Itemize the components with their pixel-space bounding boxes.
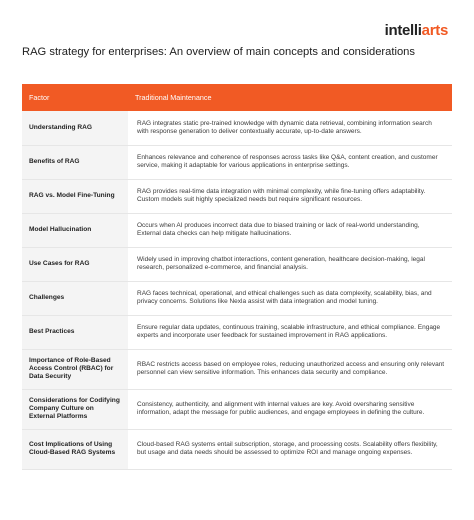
description-cell: RBAC restricts access based on employee roles, reducing unauthorized access and ensuring only relevant personnel can view sensitive information. This enhances data security and compliance. — [128, 349, 452, 389]
table-row — [22, 179, 452, 213]
factor-cell: Considerations for Codifying Company Culture on External Platforms — [22, 389, 128, 429]
table-row — [22, 247, 452, 281]
factor-cell: Cost Implications of Using Cloud-Based RAG Systems — [22, 429, 128, 469]
factor-cell: RAG vs. Model Fine-Tuning — [22, 179, 128, 213]
table-header-row — [22, 84, 452, 111]
page-title: RAG strategy for enterprises: An overview of main concepts and considerations — [22, 46, 415, 58]
table-row — [22, 281, 452, 315]
brand-logo — [385, 22, 448, 39]
rag-strategy-table — [22, 84, 452, 470]
factor-cell: Importance of Role-Based Access Control (RBAC) for Data Security — [22, 349, 128, 389]
description-cell: RAG provides real-time data integration with minimal complexity, while fine-tuning offers adaptability. Custom models suit highly specialized needs but require significant resources. — [128, 179, 452, 213]
factor-cell: Challenges — [22, 281, 128, 315]
factor-cell: Understanding RAG — [22, 111, 128, 145]
table-row — [22, 111, 452, 145]
table-row — [22, 349, 452, 389]
description-cell: Cloud-based RAG systems entail subscription, storage, and processing costs. Scalability offers flexibility, but usage and data needs should be assessed to optimize ROI and manage ongoing expenses. — [128, 429, 452, 469]
table-row — [22, 213, 452, 247]
column-header-factor: Factor — [22, 84, 128, 111]
factor-cell: Best Practices — [22, 315, 128, 349]
table-row — [22, 429, 452, 469]
table-row — [22, 145, 452, 179]
description-cell: RAG integrates static pre-trained knowledge with dynamic data retrieval, combining information search with response generation to deliver contextually accurate, up-to-date answers. — [128, 111, 452, 145]
logo-text-accent: arts — [421, 22, 448, 39]
description-cell: Ensure regular data updates, continuous training, scalable infrastructure, and ethical compliance. Engage experts and incorporate user feedback for sustained improvement in RAG applications. — [128, 315, 452, 349]
factor-cell: Benefits of RAG — [22, 145, 128, 179]
description-cell: Occurs when AI produces incorrect data due to biased training or lack of real-world understanding, External data checks can help mitigate hallucinations. — [128, 213, 452, 247]
description-cell: Enhances relevance and coherence of responses across tasks like Q&A, content creation, and customer service, making it adaptable for various applications in enterprise settings. — [128, 145, 452, 179]
factor-cell: Use Cases for RAG — [22, 247, 128, 281]
factor-cell: Model Hallucination — [22, 213, 128, 247]
logo-text-main: intelli — [384, 22, 422, 39]
table-row — [22, 389, 452, 429]
description-cell: RAG faces technical, operational, and ethical challenges such as data complexity, scalability, bias, and privacy concerns. Solutions like Nexla assist with data integration and model tuning. — [128, 281, 452, 315]
table-row — [22, 315, 452, 349]
description-cell: Widely used in improving chatbot interactions, content generation, healthcare decision-making, legal research, personalized e-commerce, and financial analysis. — [128, 247, 452, 281]
column-header-description: Traditional Maintenance — [128, 84, 452, 111]
description-cell: Consistency, authenticity, and alignment with internal values are key. Avoid oversharing sensitive information, adapt the message for public audiences, and engage employees in defining the culture. — [128, 389, 452, 429]
